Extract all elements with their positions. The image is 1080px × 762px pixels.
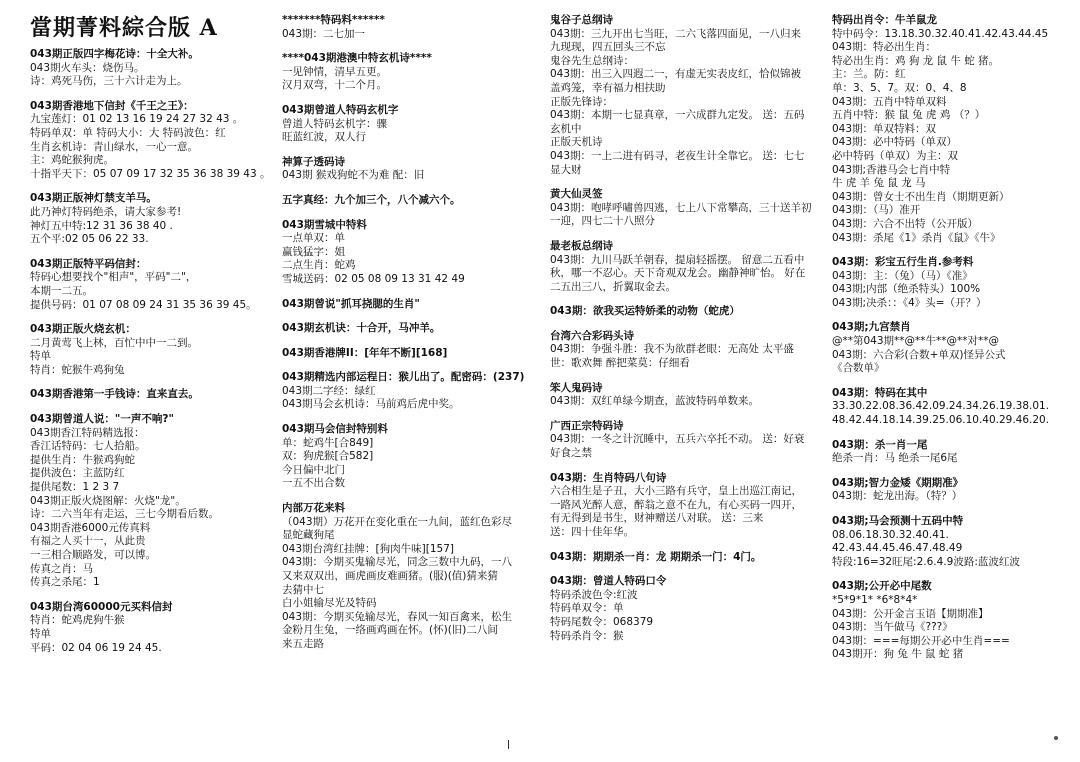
block-line: 特必出生肖：鸡 狗 龙 鼠 牛 蛇 猪。 (832, 54, 1000, 67)
column-2-blocks (282, 14, 536, 652)
block-line: 42.43.44.45.46.47.48.49 (832, 542, 963, 555)
block-line: 043期：六合不出特（公开版） (832, 217, 979, 230)
text-block (30, 48, 270, 89)
block-heading: 043期：欲我买运特娇柔的动物（蛇虎） (550, 305, 740, 318)
block-heading: 广西正宗特码诗 (550, 419, 624, 432)
scan-speck (1054, 736, 1058, 740)
block-line: 043期：二七加一 (282, 27, 366, 40)
column-1 (30, 14, 270, 754)
text-block (30, 258, 270, 312)
block-heading: 043期：期期杀一肖：龙 期期杀一门：4门。 (550, 550, 762, 563)
text-block (832, 580, 1058, 662)
block-line: 043期：主：（兔）（马）《准》 (832, 269, 973, 282)
block-line: 043期;内部（绝杀特头）100% (832, 283, 981, 296)
block-line: 一迎，四七二十八照分 (550, 215, 655, 228)
block-heading: 043期曾说"抓耳挠腮的生肖" (282, 297, 420, 310)
block-heading: 043期：杀一肖一尾 (832, 438, 928, 451)
block-line: 043期：当午做马《???》 (832, 621, 953, 634)
block-line: 汉月双弯，十二个月。 (282, 79, 387, 92)
text-block (282, 194, 536, 208)
block-line: 一三相合顺路发，可以博。 (30, 549, 156, 561)
block-line: 雪城送码：02 05 08 09 13 31 42 49 (282, 272, 465, 285)
block-line: 043期：必中特码（单双） (832, 136, 958, 149)
block-line: 043期：三九开出七当旺，二六飞落四面见，一八归来 (550, 27, 802, 40)
block-line: 神灯五中特:12 31 36 38 40 . (30, 219, 173, 232)
block-line: 秋，哪一不忍心。天下奇观双龙会。幽静神旷怡。 好在 (550, 267, 806, 280)
text-block (832, 256, 1058, 310)
text-block (550, 575, 812, 643)
text-block (832, 439, 1058, 466)
block-line: 043期：五肖中特单双料 (832, 95, 947, 108)
block-line: 043期：本期一七显真章，一六成群九定发。 送：五码 (550, 109, 805, 122)
block-line: 九现现，四五回头三不忘 (550, 41, 666, 54)
block-line: 盖鸡笼，幸有福力相扶助 (550, 81, 666, 94)
column-4 (832, 14, 1058, 754)
block-line: 白小姐输尽光及特码 (282, 597, 377, 610)
block-heading: 043期正版四字梅花诗：十全大补。 (30, 48, 199, 60)
block-line: 043期：今期买兔输尽光，春风一知百禽来，松生 (282, 610, 513, 623)
text-block (832, 515, 1058, 569)
text-block (282, 322, 536, 336)
column-3 (550, 14, 812, 754)
block-heading: 043期正版火烧玄机： (30, 323, 136, 336)
block-line: 043期二字经：绿红 (282, 384, 376, 397)
block-line: 曾道人特码玄机字：骤 (282, 117, 387, 130)
block-line: 特单 (30, 627, 51, 640)
text-block (832, 14, 1058, 245)
block-line: 043期：双红单绿今期查，蓝波特码单数来。 (550, 395, 760, 408)
block-line: 33.30.22.08.36.42.09.24.34.26.19.38.01. (832, 400, 1050, 413)
text-block (30, 323, 270, 377)
block-line: 043期：咆哮呼嘯兽四逃，七上八下常攀高，三十送羊初 (550, 201, 812, 214)
block-line: 一点单双：单 (282, 232, 345, 245)
block-line: 有无得到是书生，财神赠送八对联。 送：三来 (550, 512, 764, 525)
block-line: 本期一二五。 (30, 284, 93, 297)
block-heading: 043期台湾60000元买料信封 (30, 600, 173, 613)
block-heading: 043期：生肖特码八句诗 (550, 471, 667, 484)
block-line: 043期正版火烧图解：火烧"龙"。 (30, 494, 186, 507)
block-line: 043期：出三入四遐二一，有虚无实表皮红，恰似锦被 (550, 68, 802, 81)
column-4-blocks (832, 14, 1058, 662)
block-line: 提供号码：01 07 08 09 24 31 35 36 39 45。 (30, 298, 257, 311)
block-line: 043期香港6000元传真料 (30, 521, 151, 534)
block-line: 043期：一上二进有码寻，老夜生计全靠它。 送：七七 (550, 149, 805, 162)
block-heading: 043期香港牌II：[年年不断][168] (282, 346, 448, 359)
text-block (550, 305, 812, 319)
block-line: 043期开：狗 兔 牛 鼠 蛇 猪 (832, 648, 964, 661)
block-line: 正版先锋诗： (550, 95, 613, 108)
block-line: 一五不出合数 (282, 477, 345, 490)
text-block (30, 413, 270, 590)
block-heading: 043期精选内部运程日：猴儿出了。配密码：(237) (282, 371, 525, 384)
block-line: 043期;决杀：：《4》头=（开？） (832, 296, 987, 309)
block-heading: 鬼谷子总纲诗 (550, 14, 613, 26)
text-block (550, 472, 812, 540)
block-line: 提供尾数：1 2 3 7 (30, 481, 120, 494)
text-block (550, 240, 812, 294)
block-line: 显大财 (550, 163, 582, 176)
block-heading: ****043期港澳中特玄机诗**** (282, 52, 432, 65)
block-line: 提供波色：主蓝防红 (30, 467, 125, 480)
text-block (550, 330, 812, 371)
text-block (30, 388, 270, 402)
text-block (282, 156, 536, 183)
block-heading: 043期香港第一手钱诗：直来直去。 (30, 388, 199, 401)
block-line: 去猜中七 (282, 583, 324, 596)
block-line: 送：四十佳年华。 (550, 526, 634, 538)
block-line: 043期香江特码精选报： (30, 426, 145, 439)
text-block (832, 387, 1058, 428)
text-block (832, 321, 1058, 375)
block-heading: 043期：曾道人特码口令 (550, 575, 667, 588)
text-block (282, 14, 536, 41)
block-line: 043期：公开金言玉语【期期准】 (832, 607, 989, 620)
column-3-blocks (550, 14, 812, 643)
block-line: 主：鸡蛇猴狗虎。 (30, 154, 114, 167)
block-line: 特单 (30, 350, 51, 363)
text-block (282, 298, 536, 312)
block-line: 十指平天下：05 07 09 17 32 35 36 38 39 43 。 (30, 167, 270, 180)
block-heading: 043期;智力金矮《期期准》 (832, 476, 964, 489)
block-line: 传真之肖：马 (30, 562, 93, 575)
block-line: 鬼谷先生总纲诗： (550, 54, 634, 67)
block-heading: 043期：彩宝五行生肖.参考料 (832, 256, 974, 269)
block-line: 08.06.18.30.32.40.41. (832, 528, 949, 541)
block-heading: 特码出肖令：牛羊鼠龙 (832, 14, 937, 26)
block-heading: 043期香港地下信封《千王之王》： (30, 99, 194, 112)
block-line: 此乃神灯特码绝杀，请大家参考! (30, 205, 182, 218)
block-line: 特码杀波色令:红波 (550, 588, 638, 601)
text-block (282, 423, 536, 491)
block-line: 牛 虎 羊 兔 鼠 龙 马 (832, 177, 926, 190)
block-line: 五个平:02 05 06 22 33. (30, 233, 149, 246)
block-line: 043期：特必出生肖： (832, 41, 937, 54)
block-line: 必中特码（单双）为主：双 (832, 149, 958, 162)
block-line: *5*9*1* *6*8*4* (832, 593, 918, 606)
block-line: 特肖：蛇鸡虎狗牛猴 (30, 614, 125, 627)
block-line: 来五走路 (282, 637, 324, 650)
block-line: 五肖中特：猴 鼠 兔 虎 鸡 （？） (832, 109, 986, 122)
block-heading: 笨人鬼码诗 (550, 381, 603, 394)
block-line: 赢钱猛字：姐 (282, 245, 345, 258)
block-line: 《合数单》 (832, 362, 885, 375)
block-heading: 043期曾道人特码玄机字 (282, 103, 399, 116)
block-line: 今日偏中北门 (282, 463, 345, 476)
text-block (282, 219, 536, 287)
block-heading: 五字真经：九个加三个，八个减六个。 (282, 193, 461, 206)
block-line: @**第043期**@**牛**@**对**@ (832, 335, 1000, 348)
block-heading: 043期;九宫禁肖 (832, 321, 911, 334)
block-line: 特码杀肖令：猴 (550, 629, 624, 642)
block-line: 043期;香港马会七肖中特 (832, 163, 951, 176)
block-line: 诗：二六当年有走运，三七今期看后数。 (30, 508, 219, 521)
block-line: 043期：杀尾《1》杀肖《鼠》《牛》 (832, 231, 1001, 244)
block-line: 特肖：蛇猴牛鸡狗兔 (30, 363, 125, 376)
block-line: 043期：六合彩(合数+单双)怪异公式 (832, 348, 1006, 361)
text-block (30, 192, 270, 246)
block-line: 二月黄莺飞上林，百忙中中一二到。 (30, 336, 198, 349)
block-line: 043期：今期买鬼输尽光，同念三数中九码，一八 (282, 556, 513, 569)
text-block (550, 382, 812, 409)
text-block (30, 601, 270, 655)
block-line: 诗：鸡死马伤，三十六计走为上。 (30, 75, 188, 88)
block-line: 一路风光醉人意，醉翁之意不在九，有心买码一四开， (550, 498, 802, 511)
block-line: 043期：===每期公开必中生肖=== (832, 634, 1010, 647)
block-line: 单：蛇鸡牛[合849] (282, 436, 374, 449)
block-line: 绝杀一肖：马 绝杀一尾6尾 (832, 452, 958, 465)
block-line: 又来双双出，画虎画皮难画猪。(服)(值)猜来猜 (282, 570, 498, 582)
block-line: 旺蓝红波，双人行 (282, 131, 366, 144)
text-block (550, 551, 812, 565)
block-line: 显蛇藏狗尾 (282, 529, 335, 542)
block-line: 一见钟情，清早五更。 (282, 65, 387, 78)
block-heading: 043期正版特平码信封： (30, 257, 147, 270)
block-heading: 043期：特码在其中 (832, 386, 928, 399)
block-line: 有福之人买十一，从此贵 (30, 535, 146, 548)
column-2 (282, 14, 536, 754)
block-line: 好食之禁 (550, 447, 592, 460)
block-line: 传真之杀尾：1 (30, 576, 100, 589)
block-heading: 043期玄机诀：十合开，马冲羊。 (282, 322, 441, 335)
text-block (282, 502, 536, 652)
block-line: 043期：争强斗胜：我不为欲群老眼：无高处 太平盛 (550, 343, 794, 356)
text-block (282, 371, 536, 412)
text-block (282, 104, 536, 145)
block-line: 玄机中 (550, 122, 582, 135)
block-line: 九宝莲灯：01 02 13 16 19 24 27 32 43 。 (30, 113, 244, 126)
page-divider-mark (508, 740, 509, 749)
page-title: 當期菁料綜合版 A (30, 15, 218, 41)
text-block (282, 347, 536, 361)
text-block (550, 420, 812, 461)
block-heading: 神算子透码诗 (282, 155, 345, 168)
block-line: 043期：蛇龙出海。（特？） (832, 490, 963, 503)
text-block (550, 14, 812, 177)
text-block (832, 477, 1058, 504)
block-line: 特码尾数令：068379 (550, 615, 654, 628)
block-line: 单：3、5、7。双：0、4、8 (832, 81, 967, 94)
block-heading: *******特码料****** (282, 14, 385, 26)
block-line: 正版天机诗 (550, 136, 603, 149)
block-line: 主：兰。防：红 (832, 68, 906, 81)
block-line: 二五出三八，折翼取金去。 (550, 280, 676, 293)
text-block (282, 52, 536, 93)
block-line: 特中码令：13.18.30.32.40.41.42.43.44.45 (832, 27, 1049, 40)
block-line: 香江话特码：七人拾船。 (30, 440, 146, 453)
text-block (30, 100, 270, 182)
block-line: 48.42.44.18.14.39.25.06.10.40.29.46.20. (832, 414, 1050, 427)
block-heading: 043期;马会预测十五码中特 (832, 515, 964, 527)
block-heading: 043期;公开必中尾数 (832, 580, 932, 593)
block-line: 平码：02 04 06 19 24 45. (30, 641, 162, 654)
block-line: 043期：曾女士不出生肖（期期更新） (832, 190, 1010, 203)
column-1-blocks (30, 48, 270, 655)
block-line: 世：歌欢舞 醉把菜莫：仔细看 (550, 357, 690, 370)
block-line: 特段:16=32旺尾:2.6.4.9波路:蓝波红波 (832, 555, 1020, 568)
block-line: 043期台湾红挂牌：[狗肉牛味][157] (282, 542, 454, 555)
text-block (550, 188, 812, 229)
block-heading: 台湾六合彩码头诗 (550, 329, 634, 342)
block-heading: 最老板总纲诗 (550, 239, 613, 252)
block-heading: 黄大仙灵签 (550, 188, 603, 201)
block-heading: 043期曾道人说："一声不响?" (30, 413, 174, 426)
block-heading: 内部万花来料 (282, 502, 345, 515)
block-line: 043期：九川马跃羊朝春，提扇轻摇摆。 留意二五看中 (550, 253, 805, 266)
block-heading: 043期正版神灯禁支羊马。 (30, 192, 157, 205)
block-line: 043期：一冬之计沉睡中，五兵六卒托不动。 送：好衰 (550, 433, 805, 446)
block-line: 二点生肖：蛇鸡 (282, 259, 356, 272)
block-line: 双：狗虎猴[合582] (282, 450, 374, 463)
block-line: 043期：单双特料：双 (832, 122, 937, 135)
block-line: 生肖玄机诗：青山绿水，一心一意。 (30, 140, 198, 153)
block-line: 特码单双令：单 (550, 602, 624, 615)
block-line: 六合相生是子丑，大小三路有兵守，皇上出巡江南记， (550, 485, 802, 498)
block-line: 金粉月生兔，一络画鸡画在怀。(怀)(旧)二八间 (282, 624, 498, 637)
block-line: 特码心想要找个"相声"，平码"二"， (30, 271, 197, 284)
block-line: 043期 猴戏狗蛇不为难 配：旧 (282, 169, 425, 182)
block-line: 提供生肖：牛猴鸡狗蛇 (30, 453, 135, 466)
block-heading: 043期雪城中特料 (282, 218, 367, 231)
block-line: （043期）万花开在变化重在一九间，蓝红色彩尽 (282, 515, 513, 528)
block-line: 043期马会玄机诗：马前鸡后虎中奖。 (282, 398, 460, 411)
block-line: 043期火车头：烧伤马。 (30, 61, 145, 74)
block-line: 特码单双：单 特码大小：大 特码波色：红 (30, 126, 226, 139)
block-heading: 043期马会信封特别料 (282, 423, 388, 436)
block-line: 043期：（马）准开 (832, 204, 921, 217)
